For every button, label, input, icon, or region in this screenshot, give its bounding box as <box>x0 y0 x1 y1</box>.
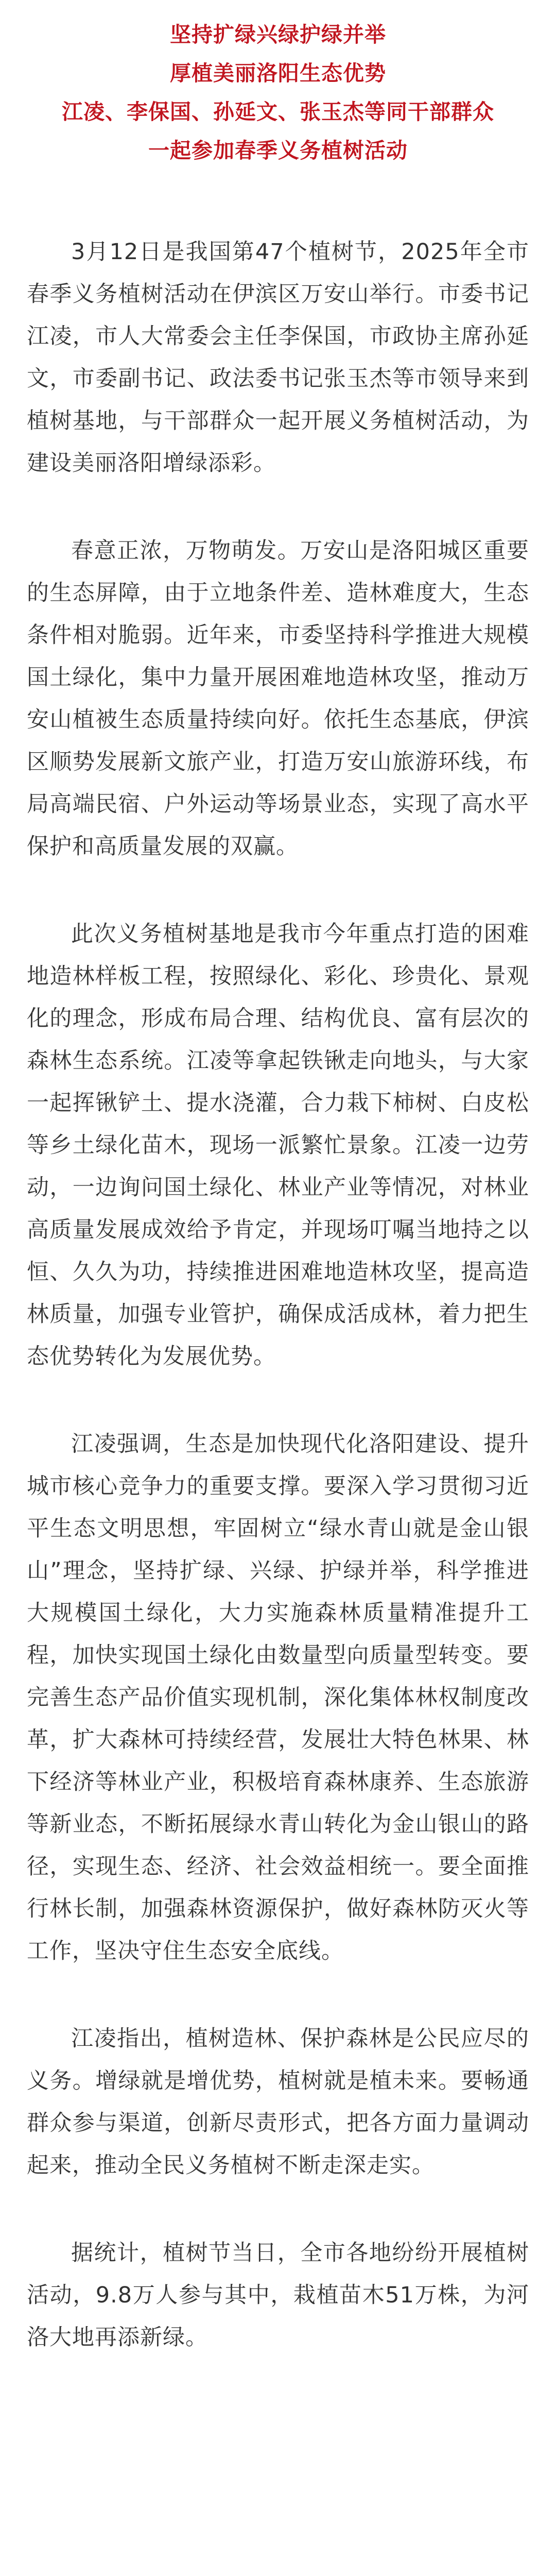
headline-line-1: 坚持扩绿兴绿护绿并举 <box>170 22 386 47</box>
paragraph-duty: 江凌指出，植树造林、保护森林是公民应尽的义务。增绿就是增优势，植树就是植未来。要畅通群众参与渠道，创新尽责形式，把各方面力量调动起来，推动全民义务植树不断走深走实。 <box>27 2026 529 2178</box>
paragraph-wananshan: 春意正浓，万物萌发。万安山是洛阳城区重要的生态屏障，由于立地条件差、造林难度大，生态条件相对脆弱。近年来，市委坚持科学推进大规模国土绿化，集中力量开展困难地造林攻坚，推动万安山植被生态质量持续向好。依托生态基底，伊滨区顺势发展新文旅产业，打造万安山旅游环线，布局高端民宿、户外运动等场景业态，实现了高水平保护和高质量发展的双赢。 <box>27 538 529 859</box>
headline-line-4: 一起参加春季义务植树活动 <box>148 138 408 163</box>
paragraph-planting-base: 此次义务植树基地是我市今年重点打造的困难地造林样板工程，按照绿化、彩化、珍贵化、景观化的理念，形成布局合理、结构优良、富有层次的森林生态系统。江凌等拿起铁锹走向地头，与大家一起挥锹铲土、提水浇灌，合力栽下柿树、白皮松等乡土绿化苗木，现场一派繁忙景象。江凌一边劳动，一边询问国土绿化、林业产业等情况，对林业高质量发展成效给予肯定，并现场叮嘱当地持之以恒、久久为功，持续推进困难地造林攻坚，提高造林质量，加强专业管护，确保成活成林，着力把生态优势转化为发展优势。 <box>27 921 529 1369</box>
headline-line-3: 江凌、李保国、孙延文、张玉杰等同干部群众 <box>62 99 494 124</box>
paragraph-emphasis: 江凌强调，生态是加快现代化洛阳建设、提升城市核心竞争力的重要支撑。要深入学习贯彻习近平生态文明思想，牢固树立“绿水青山就是金山银山”理念，坚持扩绿、兴绿、护绿并举，科学推进大规模国土绿化，大力实施森林质量精准提升工程，加快实现国土绿化由数量型向质量型转变。要完善生态产品价值实现机制，深化集体林权制度改革，扩大森林可持续经营，发展壮大特色林果、林下经济等林业产业，积极培育森林康养、生态旅游等新业态，不断拓展绿水青山转化为金山银山的路径，实现生态、经济、社会效益相统一。要全面推行林长制，加强森林资源保护，做好森林防灭火等工作，坚决守住生态安全底线。 <box>27 1431 529 1964</box>
headline-line-2: 厚植美丽洛阳生态优势 <box>170 61 386 86</box>
article-headline <box>27 15 529 170</box>
paragraph-statistics: 据统计，植树节当日，全市各地纷纷开展植树活动，9.8万人参与其中，栽植苗木51万株，为河洛大地再添新绿。 <box>27 2240 529 2350</box>
paragraph-intro: 3月12日是我国第47个植树节，2025年全市春季义务植树活动在伊滨区万安山举行。市委书记江凌，市人大常委会主任李保国，市政协主席孙延文，市委副书记、政法委书记张玉杰等市领导来到植树基地，与干部群众一起开展义务植树活动，为建设美丽洛阳增绿添彩。 <box>27 239 529 476</box>
